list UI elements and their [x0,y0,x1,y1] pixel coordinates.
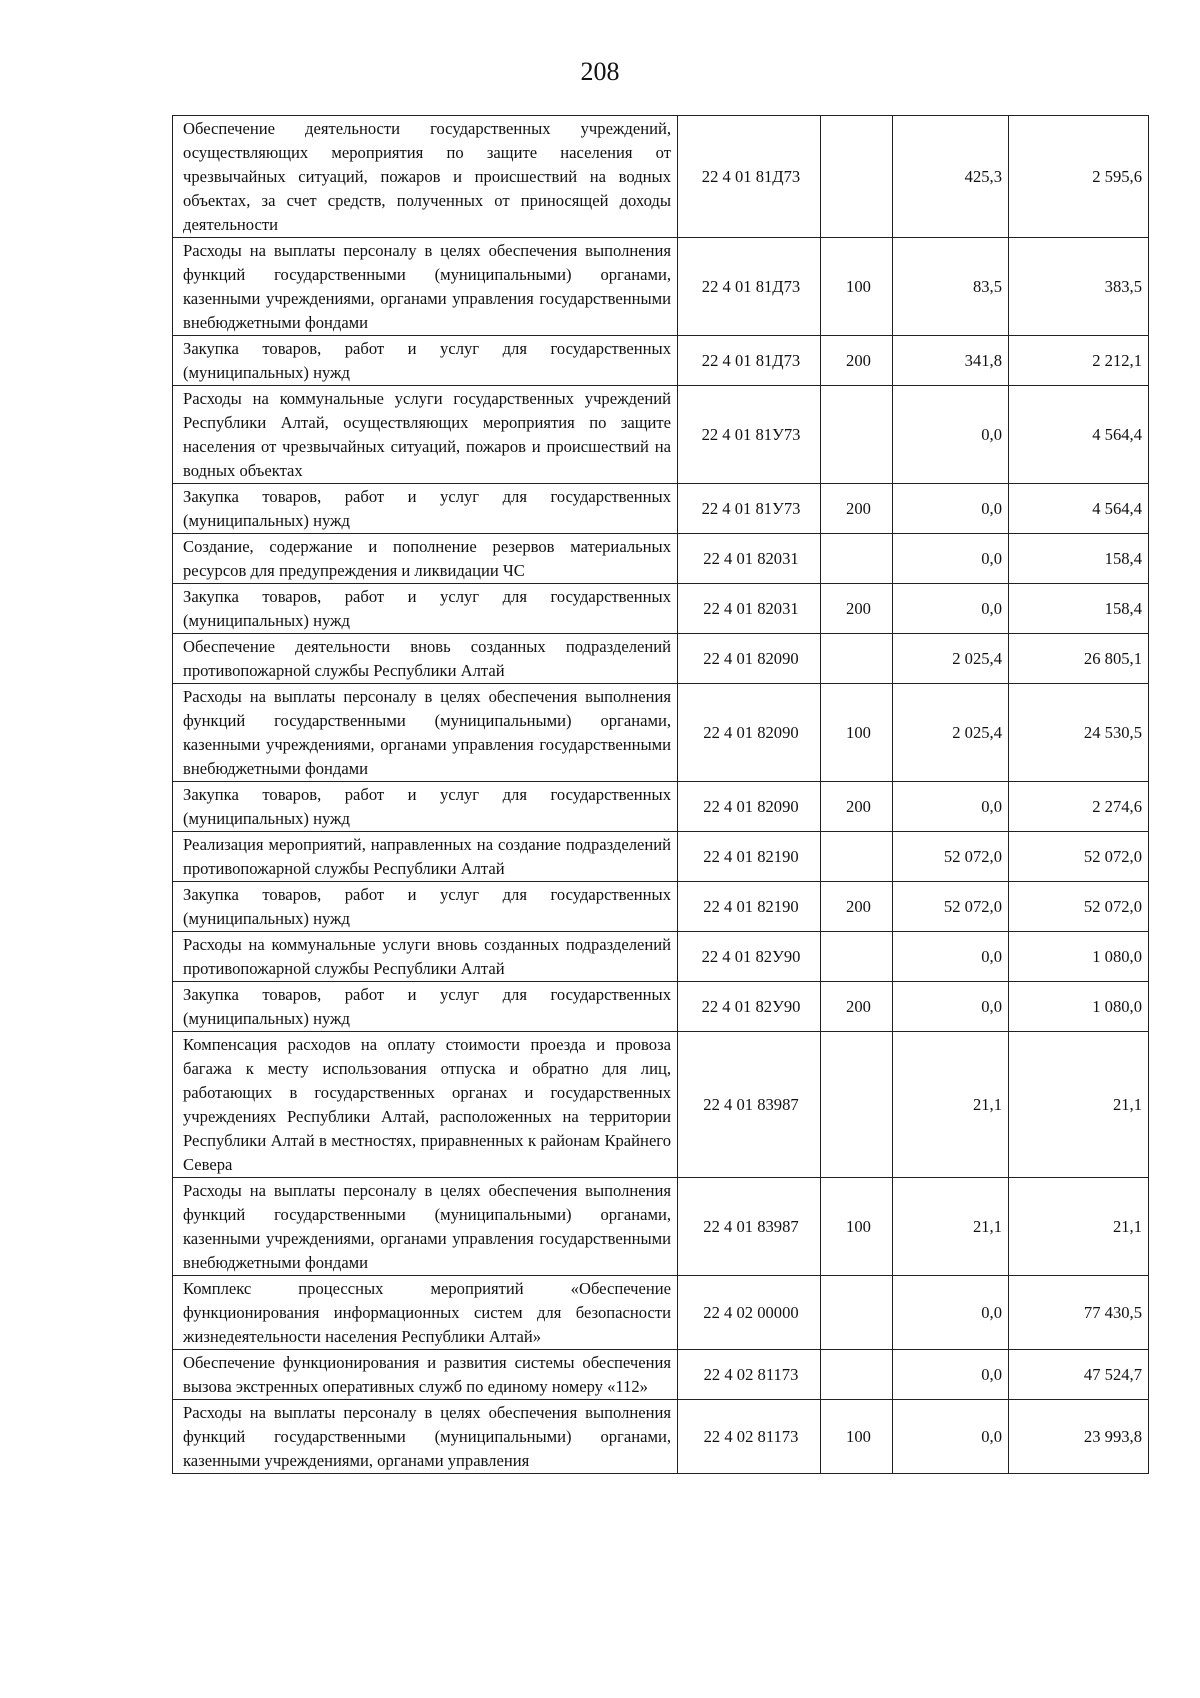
target-code-cell: 22 4 02 00000 [678,1276,821,1350]
amount-2-cell: 2 595,6 [1009,116,1149,238]
table-row [173,634,1149,684]
amount-1-cell: 0,0 [893,386,1009,484]
target-code-cell: 22 4 01 81Д73 [678,238,821,336]
expense-type-cell: 100 [821,1400,893,1474]
expense-type-cell: 200 [821,782,893,832]
target-code-cell: 22 4 01 82У90 [678,932,821,982]
amount-2-cell: 26 805,1 [1009,634,1149,684]
target-code-cell: 22 4 01 83987 [678,1178,821,1276]
amount-1-cell: 21,1 [893,1032,1009,1178]
expense-type-cell: 100 [821,1178,893,1276]
table-row [173,534,1149,584]
amount-1-cell: 0,0 [893,484,1009,534]
expense-type-cell: 100 [821,238,893,336]
amount-1-cell: 425,3 [893,116,1009,238]
amount-1-cell: 0,0 [893,982,1009,1032]
table-row [173,832,1149,882]
amount-1-cell: 83,5 [893,238,1009,336]
amount-2-cell: 2 212,1 [1009,336,1149,386]
amount-2-cell: 2 274,6 [1009,782,1149,832]
amount-1-cell: 2 025,4 [893,634,1009,684]
budget-table-body [173,116,1149,1474]
expense-name-cell: Создание, содержание и пополнение резервов материальных ресурсов для предупреждения и ликвидации ЧС [173,534,678,584]
expense-name-cell: Расходы на коммунальные услуги государственных учреждений Республики Алтай, осуществляющих мероприятия по защите населения от чрезвычайных ситуаций, пожаров и происшествий на водных объектах [173,386,678,484]
expense-type-cell: 200 [821,882,893,932]
expense-name-cell: Обеспечение деятельности государственных учреждений, осуществляющих мероприятия по защите населения от чрезвычайных ситуаций, пожаров и происшествий на водных объектах, за счет средств, полученных от приносящей доходы деятельности [173,116,678,238]
expense-name-cell: Обеспечение деятельности вновь созданных подразделений противопожарной службы Республики Алтай [173,634,678,684]
table-row [173,932,1149,982]
amount-2-cell: 158,4 [1009,584,1149,634]
expense-name-cell: Закупка товаров, работ и услуг для государственных (муниципальных) нужд [173,982,678,1032]
target-code-cell: 22 4 01 81Д73 [678,116,821,238]
expense-name-cell: Расходы на выплаты персоналу в целях обеспечения выполнения функций государственными (муниципальными) органами, казенными учреждениями, органами управления государственными внебюджетными фондами [173,1178,678,1276]
expense-type-cell [821,116,893,238]
target-code-cell: 22 4 01 83987 [678,1032,821,1178]
amount-2-cell: 47 524,7 [1009,1350,1149,1400]
expense-type-cell [821,386,893,484]
amount-1-cell: 341,8 [893,336,1009,386]
table-row [173,982,1149,1032]
expense-type-cell [821,1032,893,1178]
target-code-cell: 22 4 01 81Д73 [678,336,821,386]
table-row [173,684,1149,782]
expense-name-cell: Комплекс процессных мероприятий «Обеспечение функционирования информационных систем для безопасности жизнедеятельности населения Республики Алтай» [173,1276,678,1350]
target-code-cell: 22 4 01 82031 [678,534,821,584]
amount-2-cell: 4 564,4 [1009,386,1149,484]
expense-name-cell: Закупка товаров, работ и услуг для государственных (муниципальных) нужд [173,782,678,832]
table-row [173,1400,1149,1474]
expense-type-cell: 200 [821,484,893,534]
expense-name-cell: Реализация мероприятий, направленных на создание подразделений противопожарной службы Республики Алтай [173,832,678,882]
amount-1-cell: 0,0 [893,782,1009,832]
expense-type-cell: 200 [821,336,893,386]
target-code-cell: 22 4 01 82090 [678,634,821,684]
expense-name-cell: Расходы на коммунальные услуги вновь созданных подразделений противопожарной службы Республики Алтай [173,932,678,982]
target-code-cell: 22 4 01 82190 [678,832,821,882]
expense-type-cell [821,932,893,982]
target-code-cell: 22 4 01 81У73 [678,484,821,534]
target-code-cell: 22 4 01 82190 [678,882,821,932]
target-code-cell: 22 4 01 81У73 [678,386,821,484]
expense-name-cell: Обеспечение функционирования и развития системы обеспечения вызова экстренных оперативных служб по единому номеру «112» [173,1350,678,1400]
expense-name-cell: Расходы на выплаты персоналу в целях обеспечения выполнения функций государственными (муниципальными) органами, казенными учреждениями, органами управления государственными внебюджетными фондами [173,238,678,336]
target-code-cell: 22 4 01 82090 [678,782,821,832]
amount-1-cell: 21,1 [893,1178,1009,1276]
amount-2-cell: 383,5 [1009,238,1149,336]
amount-2-cell: 21,1 [1009,1178,1149,1276]
amount-1-cell: 52 072,0 [893,832,1009,882]
amount-1-cell: 0,0 [893,1400,1009,1474]
expense-name-cell: Расходы на выплаты персоналу в целях обеспечения выполнения функций государственными (муниципальными) органами, казенными учреждениями, органами управления государственными внебюджетными фондами [173,684,678,782]
table-row [173,116,1149,238]
expense-name-cell: Компенсация расходов на оплату стоимости проезда и провоза багажа к месту использования отпуска и обратно для лиц, работающих в государственных органах и государственных учреждениях Республики Алтай, расположенных на территории Республики Алтай в местностях, приравненных к районам Крайнего Севера [173,1032,678,1178]
expense-name-cell: Закупка товаров, работ и услуг для государственных (муниципальных) нужд [173,882,678,932]
expense-type-cell: 200 [821,584,893,634]
amount-2-cell: 23 993,8 [1009,1400,1149,1474]
amount-1-cell: 52 072,0 [893,882,1009,932]
amount-2-cell: 1 080,0 [1009,932,1149,982]
amount-2-cell: 21,1 [1009,1032,1149,1178]
amount-2-cell: 77 430,5 [1009,1276,1149,1350]
amount-1-cell: 2 025,4 [893,684,1009,782]
table-row [173,1276,1149,1350]
table-row [173,1032,1149,1178]
target-code-cell: 22 4 01 82090 [678,684,821,782]
table-row [173,1178,1149,1276]
target-code-cell: 22 4 02 81173 [678,1350,821,1400]
table-row [173,386,1149,484]
amount-2-cell: 158,4 [1009,534,1149,584]
amount-1-cell: 0,0 [893,584,1009,634]
expense-type-cell [821,634,893,684]
table-row [173,584,1149,634]
expense-type-cell [821,1350,893,1400]
target-code-cell: 22 4 01 82У90 [678,982,821,1032]
table-row [173,484,1149,534]
page-number: 208 [580,57,620,86]
target-code-cell: 22 4 01 82031 [678,584,821,634]
amount-2-cell: 4 564,4 [1009,484,1149,534]
amount-1-cell: 0,0 [893,932,1009,982]
amount-1-cell: 0,0 [893,1276,1009,1350]
amount-2-cell: 1 080,0 [1009,982,1149,1032]
expense-name-cell: Расходы на выплаты персоналу в целях обеспечения выполнения функций государственными (муниципальными) органами, казенными учреждениями, органами управления [173,1400,678,1474]
amount-2-cell: 24 530,5 [1009,684,1149,782]
expense-type-cell: 100 [821,684,893,782]
amount-2-cell: 52 072,0 [1009,882,1149,932]
expense-name-cell: Закупка товаров, работ и услуг для государственных (муниципальных) нужд [173,484,678,534]
target-code-cell: 22 4 02 81173 [678,1400,821,1474]
table-row [173,1350,1149,1400]
expense-name-cell: Закупка товаров, работ и услуг для государственных (муниципальных) нужд [173,336,678,386]
expense-type-cell: 200 [821,982,893,1032]
amount-2-cell: 52 072,0 [1009,832,1149,882]
expense-name-cell: Закупка товаров, работ и услуг для государственных (муниципальных) нужд [173,584,678,634]
amount-1-cell: 0,0 [893,534,1009,584]
budget-table [172,115,1149,1474]
table-row [173,238,1149,336]
expense-type-cell [821,534,893,584]
table-row [173,782,1149,832]
expense-type-cell [821,1276,893,1350]
table-row [173,882,1149,932]
expense-type-cell [821,832,893,882]
table-row [173,336,1149,386]
amount-1-cell: 0,0 [893,1350,1009,1400]
